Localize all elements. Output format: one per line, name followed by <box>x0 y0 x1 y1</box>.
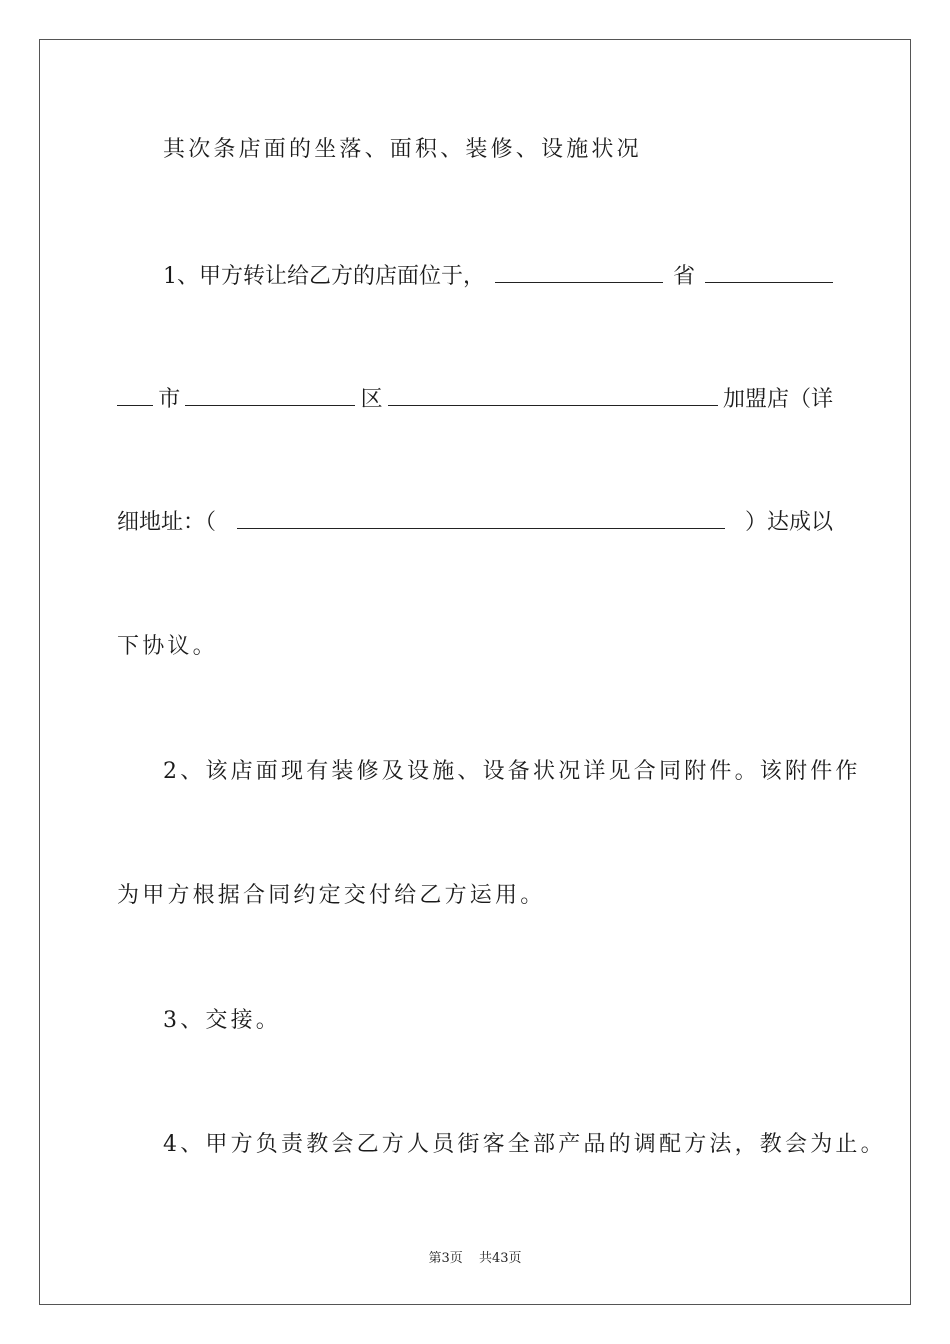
province-label: 省 <box>672 264 695 289</box>
page-number: 第3页 <box>428 1251 463 1266</box>
store-label: 加盟店（详 <box>722 387 833 412</box>
clause-4: 4、甲方负责教会乙方人员街客全部产品的调配方法，教会为止。 <box>163 1132 886 1157</box>
address-label: 细地址：（ <box>117 510 217 535</box>
province-blank <box>495 262 663 283</box>
district-blank <box>185 385 355 406</box>
city-blank <box>117 385 153 406</box>
address-close: ）达成以 <box>744 510 833 535</box>
clause-1-prefix: 1、甲方转让给乙方的店面位于， <box>163 264 485 289</box>
clause-2-line-1: 2、该店面现有装修及设施、设备状况详见合同附件。该附件作 <box>163 759 861 784</box>
clause-2-line-2: 为甲方根据合同约定交付给乙方运用。 <box>117 883 546 908</box>
page-footer <box>0 1247 950 1266</box>
clause-1-line-4: 下协议。 <box>117 634 218 659</box>
district-label: 区 <box>360 387 383 412</box>
section-heading: 其次条店面的坐落、面积、装修、设施状况 <box>163 137 642 162</box>
page-total: 共43页 <box>478 1251 522 1266</box>
clause-1-line-1 <box>117 262 833 292</box>
province-blank-continued <box>705 262 833 283</box>
clause-3: 3、交接。 <box>163 1008 281 1033</box>
page-border <box>39 39 911 1305</box>
city-label: 市 <box>158 387 181 412</box>
clause-1-line-2 <box>117 385 833 415</box>
address-blank <box>237 508 725 529</box>
clause-1-line-3 <box>117 508 833 538</box>
store-blank <box>388 385 718 406</box>
